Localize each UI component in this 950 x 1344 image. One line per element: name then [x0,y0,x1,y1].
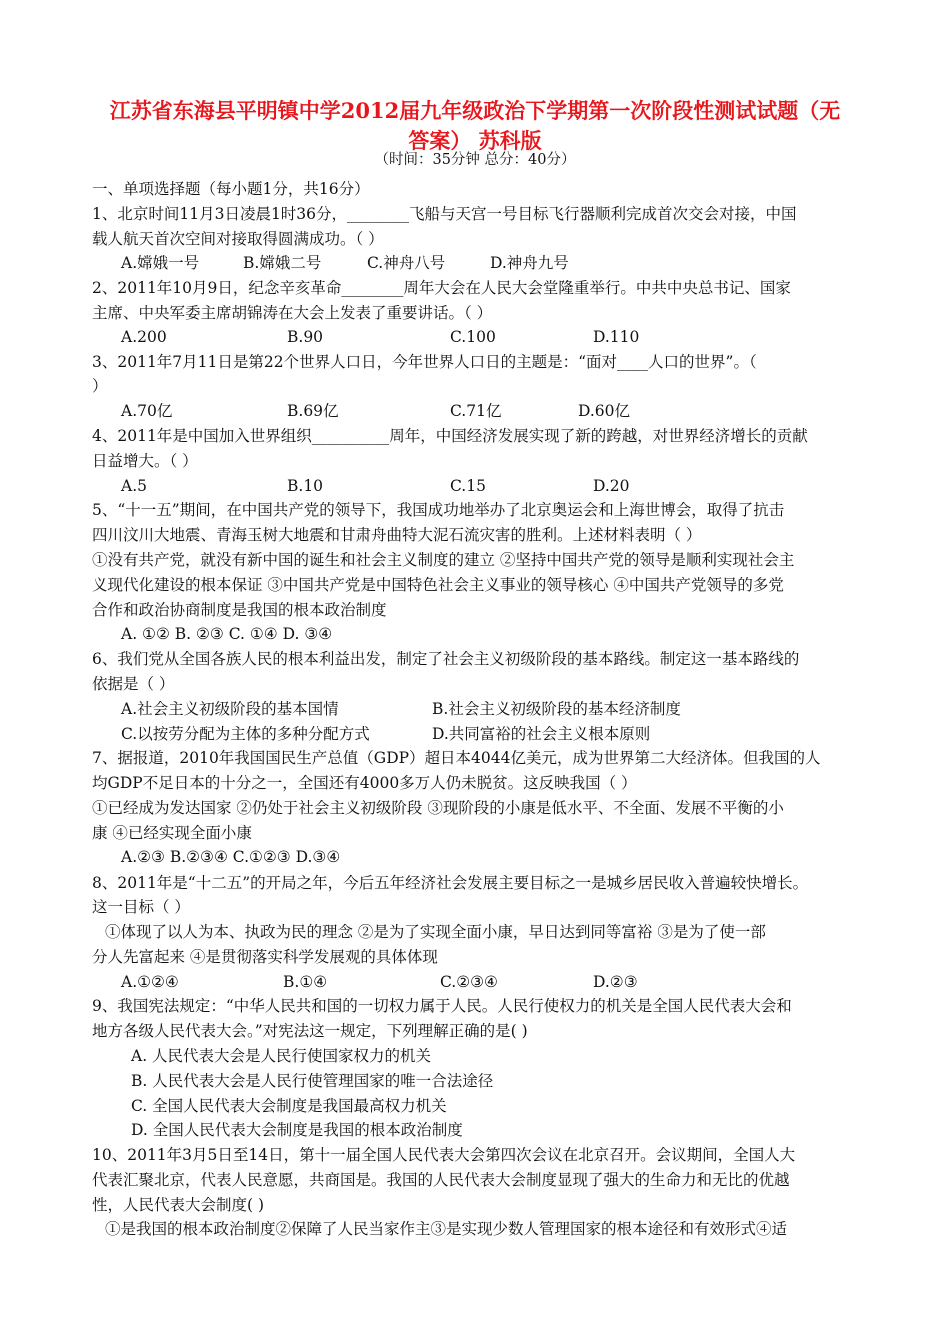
question-7-line-3: ①已经成为发达国家 ②仍处于社会主义初级阶段 ③现阶段的小康是低水平、不全面、发展不平衡的小 [92,799,784,817]
question-3-line-2: ） [92,377,108,395]
q6-option-c: C.以按劳分配为主体的多种分配方式 [121,725,370,743]
question-5-line-5: 合作和政治协商制度是我国的根本政治制度 [92,601,387,619]
q4-option-d: D.20 [593,477,630,495]
q8-option-d: D.②③ [593,973,638,991]
question-7-line-2: 均GDP不足日本的十分之一，全国还有4000多万人仍未脱贫。这反映我国（ ） [92,774,637,792]
question-4-line-2: 日益增大。（ ） [92,452,198,470]
q9-option-c: C. 全国人民代表大会制度是我国最高权力机关 [131,1097,447,1115]
question-2-line-2: 主席、中央军委主席胡锦涛在大会上发表了重要讲话。（ ） [92,304,493,322]
title-line-2: 答案） 苏科版 [408,128,542,153]
q6-option-a: A.社会主义初级阶段的基本国情 [121,700,339,718]
q6-option-d: D.共同富裕的社会主义根本原则 [432,725,651,743]
question-10-line-4: ①是我国的根本政治制度②保障了人民当家作主③是实现少数人管理国家的根本途径和有效形式④适 [105,1220,788,1238]
q8-option-b: B.①④ [283,973,328,991]
q3-option-b: B.69亿 [287,402,339,420]
q4-option-c: C.15 [450,477,486,495]
title-line-1: 江苏省东海县平明镇中学2012届九年级政治下学期第一次阶段性测试试题（无 [109,98,841,123]
q1-option-c: C.神舟八号 [367,254,446,272]
question-8-line-2: 这一目标（ ） [92,898,190,916]
question-5-line-2: 四川汶川大地震、青海玉树大地震和甘肃舟曲特大泥石流灾害的胜利。上述材料表明（ ） [92,526,702,544]
question-8-line-1: 8、2011年是“十二五”的开局之年，今后五年经济社会发展主要目标之一是城乡居民收入普遍较快增长。 [92,874,809,892]
q2-option-c: C.100 [450,328,496,346]
question-9-line-1: 9、我国宪法规定：“中华人民共和国的一切权力属于人民。人民行使权力的机关是全国人民代表大会和 [92,997,792,1015]
question-1-line-2: 载人航天首次空间对接取得圆满成功。（ ） [92,230,384,248]
question-6-line-1: 6、我们党从全国各族人民的根本利益出发，制定了社会主义初级阶段的基本路线。制定这一基本路线的 [92,650,800,668]
question-10-line-1: 10、2011年3月5日至14日，第十一届全国人民代表大会第四次会议在北京召开。会议期间，全国人大 [92,1146,796,1164]
q3-option-c: C.71亿 [450,402,502,420]
q9-option-d: D. 全国人民代表大会制度是我国的根本政治制度 [131,1121,463,1139]
q1-option-b: B.嫦娥二号 [243,254,322,272]
q8-option-c: C.②③④ [440,973,498,991]
question-10-line-2: 代表汇聚北京，代表人民意愿，共商国是。我国的人民代表大会制度显现了强大的生命力和无比的优越 [92,1171,790,1189]
q4-option-b: B.10 [287,477,324,495]
question-9-line-2: 地方各级人民代表大会。”对宪法这一规定，下列理解正确的是( ) [92,1022,528,1040]
q5-options: A. ①② B. ②③ C. ①④ D. ③④ [121,625,333,643]
q6-option-b: B.社会主义初级阶段的基本经济制度 [432,700,681,718]
question-5-line-1: 5、“十一五”期间，在中国共产党的领导下，我国成功地举办了北京奥运会和上海世博会，取得了抗击 [92,501,785,519]
question-7-line-1: 7、据报道，2010年我国国民生产总值（GDP）超日本4044亿美元，成为世界第二大经济体。但我国的人 [92,749,821,767]
question-4-line-1: 4、2011年是中国加入世界组织__________周年，中国经济发展实现了新的跨越，对世界经济增长的贡献 [92,427,808,445]
question-8-line-3: ①体现了以人为本、执政为民的理念 ②是为了实现全面小康，早日达到同等富裕 ③是为了使一部 [105,923,766,941]
page-title [80,96,870,156]
q9-option-b: B. 人民代表大会是人民行使管理国家的唯一合法途径 [131,1072,494,1090]
question-5-line-3: ①没有共产党，就没有新中国的诞生和社会主义制度的建立 ②坚持中国共产党的领导是顺利实现社会主 [92,551,795,569]
q1-option-d: D.神舟九号 [490,254,569,272]
q4-option-a: A.5 [121,477,147,495]
question-2-line-1: 2、2011年10月9日，纪念辛亥革命________周年大会在人民大会堂隆重举行。中共中央总书记、国家 [92,279,791,297]
q8-option-a: A.①②④ [121,973,179,991]
exam-time-score: （时间：35分钟 总分：40分） [374,152,576,168]
q3-option-a: A.70亿 [121,402,173,420]
question-10-line-3: 性，人民代表大会制度( ) [92,1196,265,1214]
question-3-line-1: 3、2011年7月11日是第22个世界人口日，今年世界人口日的主题是：“面对____人口的世界”。（ [92,353,757,371]
question-1-line-1: 1、北京时间11月3日凌晨1时36分，________飞船与天宫一号目标飞行器顺利完成首次交会对接，中国 [92,205,797,223]
question-7-line-4: 康 ④已经实现全面小康 [92,824,252,842]
q9-option-a: A. 人民代表大会是人民行使国家权力的机关 [131,1047,432,1065]
q2-option-a: A.200 [121,328,167,346]
question-6-line-2: 依据是（ ） [92,675,175,693]
q3-option-d: D.60亿 [578,402,631,420]
q2-option-d: D.110 [593,328,640,346]
q1-option-a: A.嫦娥一号 [121,254,200,272]
q2-option-b: B.90 [287,328,324,346]
question-5-line-4: 义现代化建设的根本保证 ③中国共产党是中国特色社会主义事业的领导核心 ④中国共产党领导的多党 [92,576,784,594]
question-8-line-4: 分人先富起来 ④是贯彻落实科学发展观的具体体现 [92,948,438,966]
section-heading: 一、单项选择题（每小题1分，共16分） [92,180,370,198]
q7-options: A.②③ B.②③④ C.①②③ D.③④ [121,848,341,866]
